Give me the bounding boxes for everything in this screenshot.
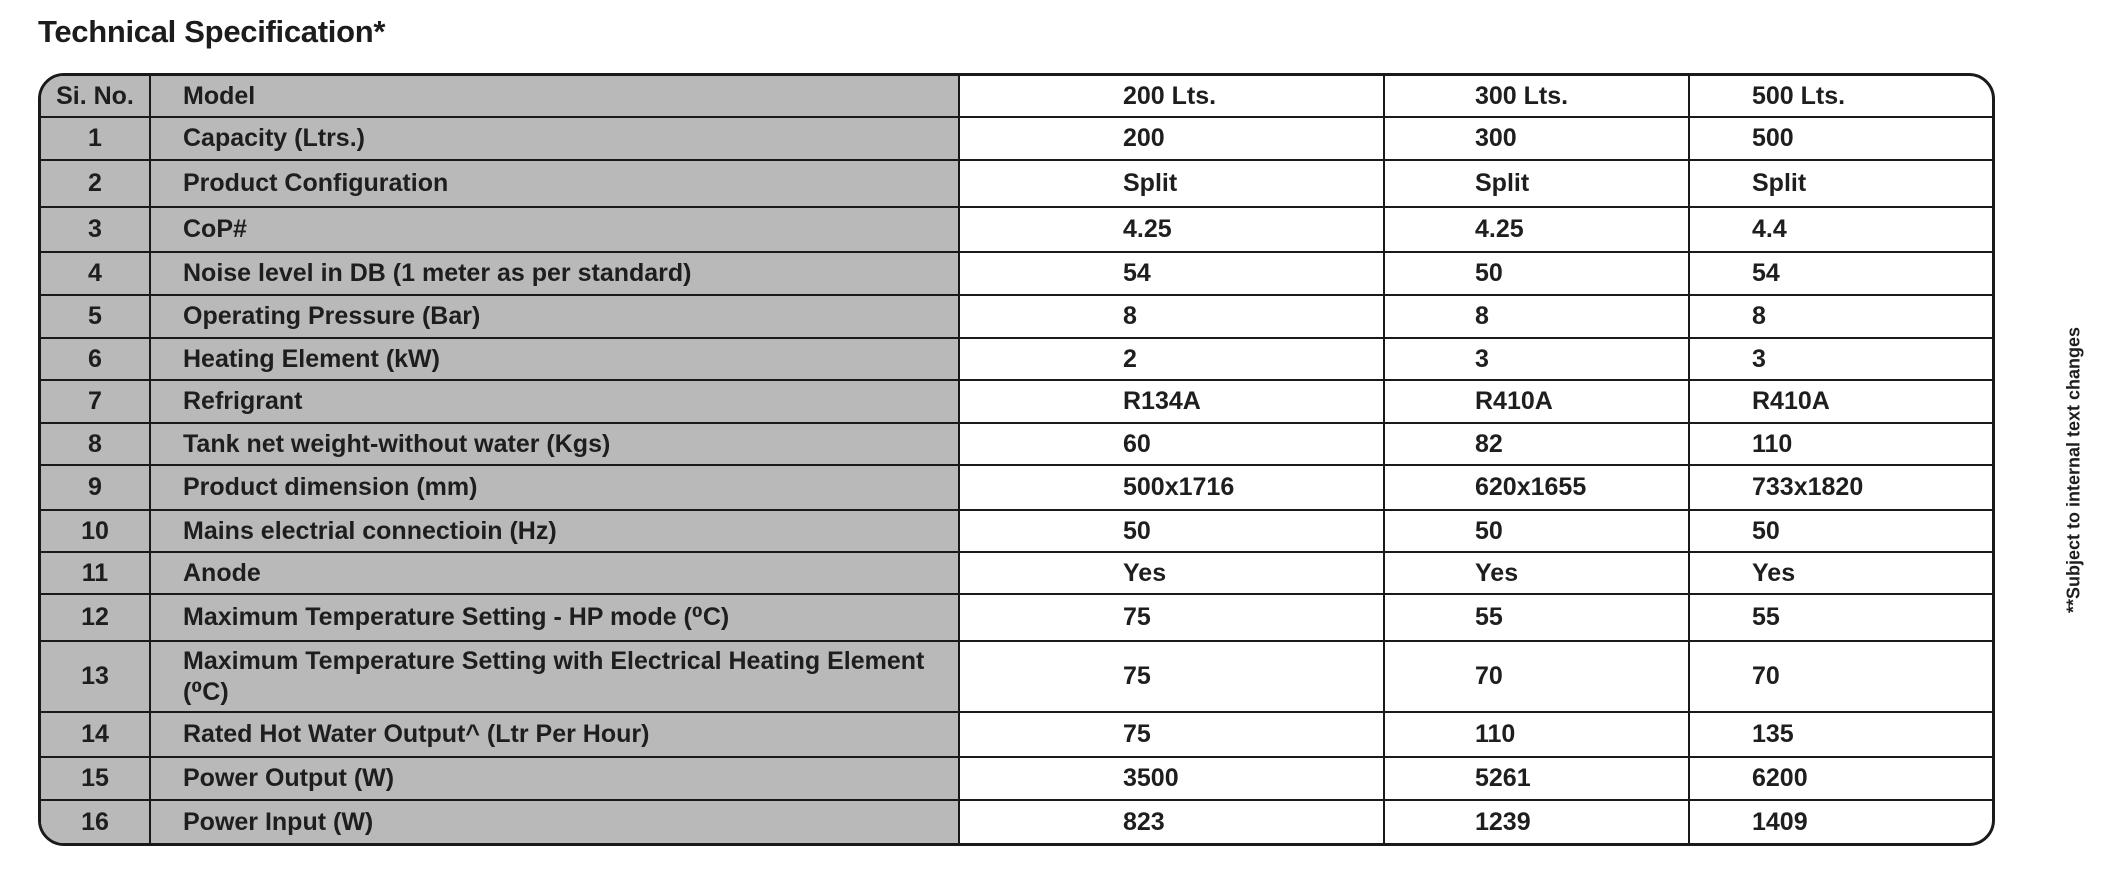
row-value-200: 75 <box>960 595 1385 640</box>
header-sno: Si. No. <box>41 76 151 116</box>
row-parameter: Operating Pressure (Bar) <box>151 296 960 337</box>
row-number: 10 <box>41 511 151 551</box>
table-row <box>41 381 1992 424</box>
row-parameter: Maximum Temperature Setting - HP mode (⁰C) <box>151 595 960 640</box>
row-value-500: 54 <box>1752 259 1780 287</box>
row-parameter: Noise level in DB (1 meter as per standard) <box>151 253 960 294</box>
table-row <box>41 553 1992 595</box>
row-parameter: Capacity (Ltrs.) <box>151 118 960 159</box>
row-parameter: Power Output (W) <box>151 758 960 799</box>
table-row <box>41 466 1992 511</box>
row-value-500: R410A <box>1752 387 1830 415</box>
row-value-200: 75 <box>960 713 1385 756</box>
row-value-500: 55 <box>1752 603 1780 631</box>
table-header-row <box>41 76 1992 118</box>
row-parameter: Product Configuration <box>151 161 960 206</box>
row-value-500: 50 <box>1752 516 1780 545</box>
header-model-200: 200 Lts. <box>960 76 1385 116</box>
spec-table <box>38 73 1995 846</box>
row-value-300: 82 <box>1385 424 1690 464</box>
row-value-200: 8 <box>960 296 1385 337</box>
row-value-200: 200 <box>960 118 1385 159</box>
row-number: 1 <box>41 118 151 159</box>
row-number: 13 <box>41 642 151 711</box>
page-title: Technical Specification* <box>38 14 386 49</box>
table-row <box>41 713 1992 758</box>
header-model-300: 300 Lts. <box>1385 76 1690 116</box>
row-value-300: Split <box>1385 161 1690 206</box>
table-row <box>41 161 1992 208</box>
row-number: 9 <box>41 466 151 509</box>
table-row <box>41 511 1992 553</box>
row-parameter: Heating Element (kW) <box>151 339 960 379</box>
row-parameter: Anode <box>151 553 960 593</box>
row-value-300: Yes <box>1385 553 1690 593</box>
row-value-200: 500x1716 <box>960 466 1385 509</box>
row-value-500: Yes <box>1752 558 1796 587</box>
row-parameter: CoP# <box>151 208 960 251</box>
table-row <box>41 595 1992 642</box>
row-parameter: Maximum Temperature Setting with Electrical Heating Element (⁰C) <box>151 642 960 711</box>
side-disclaimer-note: **Subject to internal text changes <box>2063 326 2084 614</box>
row-value-300: 300 <box>1385 118 1690 159</box>
row-value-300: 4.25 <box>1385 208 1690 251</box>
row-number: 14 <box>41 713 151 756</box>
row-value-300: 110 <box>1385 713 1690 756</box>
row-value-300: 55 <box>1385 595 1690 640</box>
row-value-500: 6200 <box>1752 764 1808 792</box>
table-row <box>41 296 1992 339</box>
row-value-500: Split <box>1752 169 1807 197</box>
row-parameter: Refrigrant <box>151 381 960 422</box>
row-value-300: 50 <box>1385 253 1690 294</box>
row-parameter: Rated Hot Water Output^ (Ltr Per Hour) <box>151 713 960 756</box>
row-value-200: 3500 <box>960 758 1385 799</box>
row-parameter: Product dimension (mm) <box>151 466 960 509</box>
row-value-200: 75 <box>960 642 1385 711</box>
row-number: 2 <box>41 161 151 206</box>
row-value-200: 54 <box>960 253 1385 294</box>
row-parameter: Power Input (W) <box>151 801 960 843</box>
row-number: 12 <box>41 595 151 640</box>
table-row <box>41 253 1992 296</box>
row-value-200: Split <box>960 161 1385 206</box>
row-value-500: 733x1820 <box>1752 473 1864 501</box>
row-value-200: R134A <box>960 381 1385 422</box>
table-row <box>41 118 1992 161</box>
row-number: 6 <box>41 339 151 379</box>
row-value-300: 8 <box>1385 296 1690 337</box>
row-value-200: 2 <box>960 339 1385 379</box>
row-number: 7 <box>41 381 151 422</box>
row-value-200: Yes <box>960 553 1385 593</box>
row-number: 11 <box>41 553 151 593</box>
row-value-500: 135 <box>1752 720 1794 748</box>
row-value-500: 3 <box>1752 344 1766 373</box>
row-value-300: R410A <box>1385 381 1690 422</box>
row-value-200: 823 <box>960 801 1385 843</box>
header-model: Model <box>151 76 960 116</box>
row-value-200: 50 <box>960 511 1385 551</box>
row-value-500: 4.4 <box>1752 215 1787 243</box>
row-value-500: 8 <box>1752 302 1766 330</box>
row-value-200: 60 <box>960 424 1385 464</box>
row-value-300: 620x1655 <box>1385 466 1690 509</box>
row-value-500: 70 <box>1752 662 1780 690</box>
row-value-200: 4.25 <box>960 208 1385 251</box>
row-parameter: Tank net weight-without water (Kgs) <box>151 424 960 464</box>
table-row <box>41 758 1992 801</box>
table-row <box>41 642 1992 713</box>
table-row <box>41 339 1992 381</box>
row-number: 15 <box>41 758 151 799</box>
table-row <box>41 801 1992 843</box>
table-row <box>41 424 1992 466</box>
row-value-300: 3 <box>1385 339 1690 379</box>
row-number: 3 <box>41 208 151 251</box>
row-number: 4 <box>41 253 151 294</box>
row-value-300: 5261 <box>1385 758 1690 799</box>
row-parameter: Mains electrial connectioin (Hz) <box>151 511 960 551</box>
header-model-500: 500 Lts. <box>1752 81 1846 110</box>
row-value-300: 1239 <box>1385 801 1690 843</box>
row-value-300: 50 <box>1385 511 1690 551</box>
row-value-500: 500 <box>1752 124 1794 152</box>
row-number: 16 <box>41 801 151 843</box>
row-value-500: 1409 <box>1752 807 1808 836</box>
row-number: 5 <box>41 296 151 337</box>
row-value-500: 110 <box>1752 429 1793 458</box>
row-number: 8 <box>41 424 151 464</box>
table-row <box>41 208 1992 253</box>
row-value-300: 70 <box>1385 642 1690 711</box>
